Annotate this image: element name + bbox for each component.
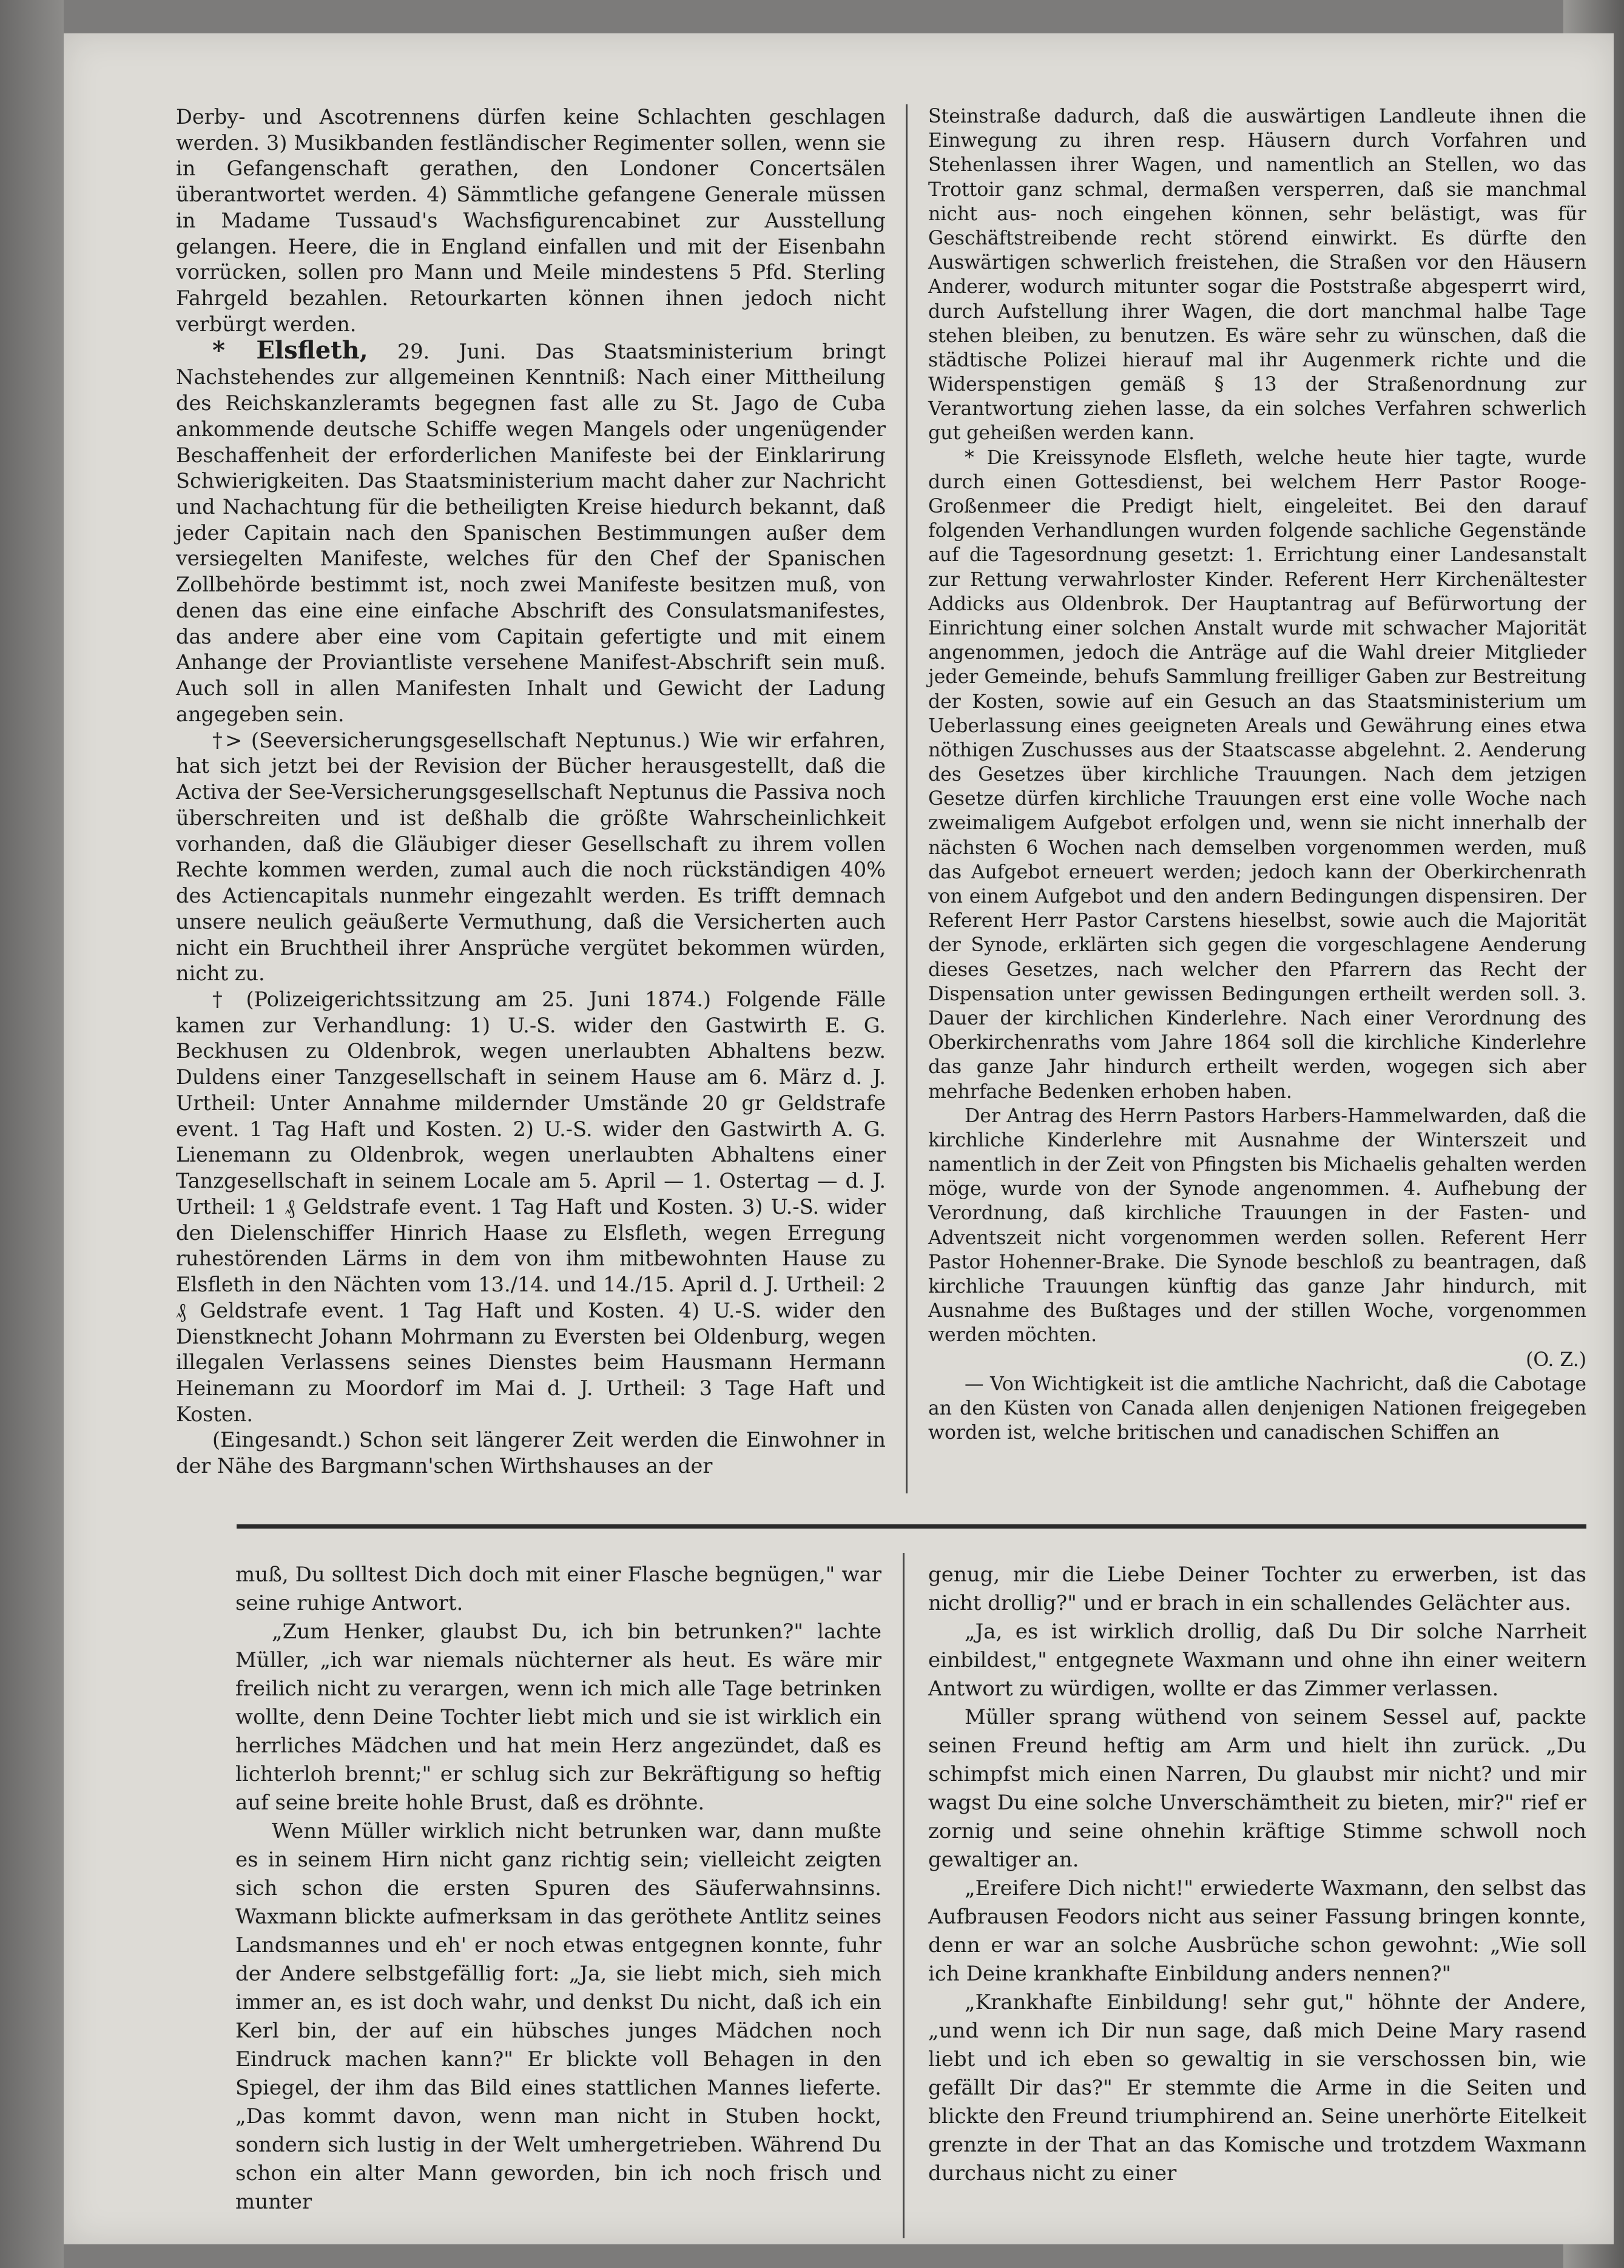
story-paragraph: muß, Du solltest Dich doch mit einer Flasche begnügen," war seine ruhige Antwort. <box>235 1563 881 1615</box>
paragraph-cabotage: — Von Wichtigkeit ist die amtliche Nachricht, daß die Cabotage an den Küsten von Canada allen denjenigen Nationen freigegeben worden ist, welche britischen und canadischen Schiffen an <box>928 1373 1586 1444</box>
feuilleton-column-left <box>235 1561 881 2240</box>
signature: (O. Z.) <box>1526 1348 1586 1371</box>
dateline-elsfleth: * Elsfleth, <box>212 335 368 365</box>
story-paragraph: „Zum Henker, glaubst Du, ich bin betrunken?" lachte Müller, „ich war niemals nüchterner als heut. Es wäre mir freilich nicht zu verargen, wenn ich mich alle Tage betrinken wollte, denn Deine Tochter liebt mich und sie ist wirklich ein herrliches Mädchen und hat mein Herz angezündet, daß es lichterloh brennt;" er schlug sich zur Bekräftigung so heftig auf seine breite hohle Brust, daß es dröhnte. <box>235 1620 881 1815</box>
paragraph-police-court: † (Polizeigerichtssitzung am 25. Juni 1874.) Folgende Fälle kamen zur Verhandlung: 1) U.-S. wider den Gastwirth E. G. Beckhusen zu Oldenbrok, wegen unerlaubten Abhaltens bezw. Duldens einer Tanzgesellschaft in seinem Hause am 6. März d. J. Urtheil: Unter Annahme mildernder Umstände 20 gr Geldstrafe event. 1 Tag Haft und Kosten. 2) U.-S. wider den Gastwirth A. G. Lienemann zu Oldenbrok, wegen unerlaubten Abhaltens einer Tanzgesellschaft in seinem Locale am 5. April — 1. Ostertag — d. J. Urtheil: 1 ₰ Geldstrafe event. 1 Tag Haft und Kosten. 3) U.-S. wider den Dielenschiffer Hinrich Haase zu Elsfleth, wegen Erregung ruhestörenden Lärms in dem von ihm mitbewohnten Hause zu Elsfleth in den Nächten vom 13./14. und 14./15. April d. J. Urtheil: 2 ₰ Geldstrafe event. 1 Tag Haft und Kosten. 4) U.-S. wider den Dienstknecht Johann Mohrmann zu Eversten bei Oldenburg, wegen illegalen Verlassens seines Dienstes beim Hausmann Hermann Heinemann zu Moordorf im Mai d. J. Urtheil: 3 Tage Haft und Kosten. <box>176 987 886 1426</box>
paragraph-synod-motion: Der Antrag des Herrn Pastors Harbers-Hammelwarden, daß die kirchliche Kinderlehre mit Ausnahme der Winterszeit und namentlich in der Zeit von Pfingsten bis Michaelis gehalten werden möge, wurde von der Synode angenommen. 4. Aufhebung der Verordnung, daß kirchliche Trauungen in der Fasten- und Adventszeit nicht vorgenommen werden sollen. Referent Herr Pastor Hohenner-Brake. Die Synode beschloß zu beantragen, daß kirchliche Trauungen künftig das ganze Jahr hindurch, mit Ausnahme des Bußtages und der stillen Woche, vorgenommen werden möchten. <box>928 1105 1586 1347</box>
column-top-right <box>928 104 1586 1499</box>
feuilleton-column-divider <box>903 1553 905 2238</box>
story-paragraph: „Krankhafte Einbildung! sehr gut," höhnte der Andere, „und wenn ich Dir nun sage, daß mich Deine Mary rasend liebt und ich eben so gewaltig in sie verschossen bin, wie gefällt Dir das?" Er stemmte die Arme in die Seiten und blickte den Freund triumphirend an. Seine unerhörte Eitelkeit grenzte in der That an das Komische und trotzdem Waxmann durchaus nicht zu einer <box>928 1990 1586 2186</box>
paragraph-synod: * Die Kreissynode Elsfleth, welche heute hier tagte, wurde durch einen Gottesdienst, bei welchem Herr Pastor Rooge-Großenmeer die Predigt hielt, eingeleitet. Bei den darauf folgenden Verhandlungen wurden folgende sachliche Gegenstände auf die Tagesordnung gesetzt: 1. Errichtung einer Landesanstalt zur Rettung verwahrloster Kinder. Referent Herr Kirchenältester Addicks aus Oldenbrok. Der Hauptantrag auf Befürwortung der Einrichtung einer solchen Anstalt wurde mit schwacher Majorität angenommen, jedoch die Anträge auf die Wahl dreier Mitglieder jeder Gemeinde, behufs Sammlung freilliger Gaben zur Bestreitung der Kosten, sowie auf ein Gesuch an das Staatsministerium um Ueberlassung eines geeigneten Areals und Gewährung eines etwa nöthigen Zuschusses aus der Staatscasse abgelehnt. 2. Aenderung des Gesetzes über kirchliche Trauungen. Nach dem jetzigen Gesetze dürfen kirchliche Trauungen erst eine volle Woche nach zweimaligem Aufgebot erfolgen und, wenn sie nicht innerhalb der nächsten 6 Wochen nach demselben vorgenommen werden, muß das Aufgebot erneuert werden; jedoch kann der Oberkirchenrath von einem Aufgebot und den andern Bedingungen dispensiren. Der Referent Herr Pastor Carstens hieselbst, sowie auch die Majorität der Synode, erklärten sich gegen die vorgeschlagene Aenderung dieses Gesetzes, nach welcher den Pfarrern das Recht der Dispensation unter gewissen Bedingungen ertheilt werden soll. 3. Dauer der kirchlichen Kinderlehre. Nach einer Verordnung des Oberkirchenraths vom Jahre 1864 soll die kirchliche Kinderlehre das ganze Jahr hindurch ertheilt werden, wogegen sich aber mehrfache Bedenken erhoben haben. <box>928 446 1586 1103</box>
feuilleton-column-right <box>928 1561 1586 2240</box>
paragraph-street-complaint: Steinstraße dadurch, daß die auswärtigen Landleute ihnen die Einwegung zu ihren resp. Häusern durch Vorfahren und Stehenlassen ihrer Wagen, und namentlich an Stellen, wo das Trottoir ganz schmal, dermaßen versperren, daß sie manchmal nicht aus- noch eingehen können, sehr belästigt, was für Geschäftstreibende recht störend einwirkt. Es dürfte den Auswärtigen schwerlich freistehen, die Straßen vor den Häusern Anderer, wodurch mitunter sogar die Poststraße abgesperrt wird, durch Aufstellung ihrer Wagen, die dort manchmal halbe Tage stehen bleiben, zu benutzen. Es wäre sehr zu wünschen, daß die städtische Polizei hierauf mal ihr Augenmerk richte und die Widerspenstigen gemäß § 13 der Straßenordnung zur Verantwortung ziehen lasse, da ein solches Verfahren schwerlich gut geheißen werden kann. <box>928 106 1586 445</box>
story-paragraph: „Ja, es ist wirklich drollig, daß Du Dir solche Narrheit einbildest," entgegnete Waxmann und ohne ihn einer weitern Antwort zu würdigen, wollte er das Zimmer verlassen. <box>928 1620 1586 1701</box>
paragraph-elsfleth-news <box>176 335 886 728</box>
paragraph-neptunus: †> (Seeversicherungsgesellschaft Neptunus.) Wie wir erfahren, hat sich jetzt bei der Revision der Bücher herausgestellt, daß die Activa der See-Versicherungsgesellschaft Neptunus die Passiva noch überschreiten und ist deßhalb die größte Wahrscheinlichkeit vorhanden, daß die Gläubiger dieser Gesellschaft zu ihrem vollen Rechte kommen werden, zumal auch die noch rückständigen 40% des Actiencapitals nunmehr eingezahlt werden. Es trifft demnach unsere neulich geäußerte Vermuthung, daß die Versicherten auch nicht ein Bruchtheil ihrer Ansprüche vergütet bekommen würden, nicht zu. <box>176 728 886 986</box>
paragraph-ministry-notice: Das Staatsministerium bringt Nachstehendes zur allgemeinen Kenntniß: Nach einer Mittheilung des Reichskanzleramts begegnen fast alle zu St. Jago de Cuba ankommende deutsche Schiffe wegen Mangels oder ungenügender Beschaffenheit der erforderlichen Manifeste bei der Einklarirung Schwierigkeiten. Das Staatsministerium macht daher zur Nachricht und Nachachtung für die betheiligten Kreise hiedurch bekannt, daß jeder Capitain nach den Spanischen Bestimmungen außer dem versiegelten Manifeste, welches für den Chef der Spanischen Zollbehörde bestimmt ist, noch zwei Manifeste besitzen muß, von denen das eine eine einfache Abschrift des Consulatsmanifestes, das andere aber eine vom Capitain gefertigte und mit einem Anhange der Proviantliste versehene Manifest-Abschrift sein muß. Auch soll in allen Manifesten Inhalt und Gewicht der Ladung angegeben sein. <box>176 339 886 726</box>
story-paragraph: Wenn Müller wirklich nicht betrunken war, dann mußte es in seinem Hirn nicht ganz richtig sein; vielleicht zeigten sich schon die ersten Spuren des Säuferwahnsinns. Waxmann blickte aufmerksam in das geröthete Antlitz seines Landsmannes und eh' er noch etwas entgegnen konnte, fuhr der Andere selbstgefällig fort: „Ja, sie liebt mich, sieh mich immer an, es ist doch wahr, und denkst Du nicht, daß ich ein Kerl bin, der auf ein hübsches junges Mädchen noch Eindruck machen kann?" Er blickte voll Behagen in den Spiegel, der ihm das Bild eines stattlichen Mannes lieferte. „Das kommt davon, wenn man nicht in Stuben hockt, sondern sich lustig in der Welt umhergetrieben. Während Du schon ein alter Mann geworden, bin ich noch frisch und munter <box>235 1819 881 2214</box>
paragraph-eingesandt: (Eingesandt.) Schon seit längerer Zeit werden die Einwohner in der Nähe des Bargmann'schen Wirthshauses an der <box>176 1428 886 1478</box>
book-spine-edge <box>0 0 64 2268</box>
feuilleton-separator-rule <box>237 1524 1586 1529</box>
column-top-left <box>176 104 886 1499</box>
paragraph-war-rules: Derby- und Ascotrennens dürfen keine Schlachten geschlagen werden. 3) Musikbanden festländischer Regimenter sollen, wenn sie in Gefangenschaft gerathen, den Londoner Concertsälen überantwortet werden. 4) Sämmtliche gefangene Generale müssen in Madame Tussaud's Wachsfigurencabinet zur Ausstellung gelangen. Heere, die in England einfallen und mit der Eisenbahn vorrücken, sollen pro Mann und Meile mindestens 5 Pfd. Sterling Fahrgeld bezahlen. Retourkarten können ihnen jedoch nicht verbürgt werden. <box>176 105 886 336</box>
story-paragraph: genug, mir die Liebe Deiner Tochter zu erwerben, ist das nicht drollig?" und er brach in ein schallendes Gelächter aus. <box>928 1563 1586 1615</box>
column-divider <box>906 104 908 1493</box>
dateline-date: 29. Juni. <box>397 339 507 363</box>
story-paragraph: Müller sprang wüthend von seinem Sessel auf, packte seinen Freund heftig am Arm und hielt ihn zurück. „Du schimpfst mich einen Narren, Du glaubst mir nicht? und mir wagst Du eine solche Unverschämtheit zu bieten, mir?" rief er zornig und seine ohnehin kräftige Stimme schwoll noch gewaltiger an. <box>928 1705 1586 1872</box>
story-paragraph: „Ereifere Dich nicht!" erwiederte Waxmann, den selbst das Aufbrausen Feodors nicht aus seiner Fassung bringen konnte, denn er war an solche Ausbrüche schon gewohnt: „Wie soll ich Deine krankhafte Einbildung anders nennen?" <box>928 1876 1586 1986</box>
